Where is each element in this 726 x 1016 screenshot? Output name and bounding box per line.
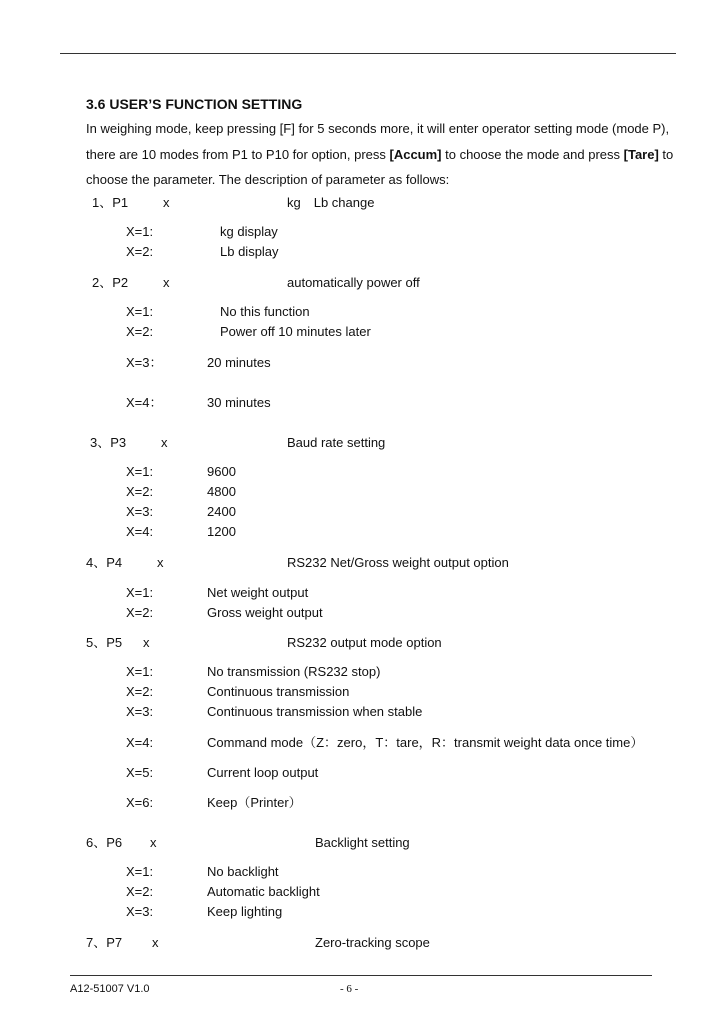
parameter-variable: x	[157, 555, 164, 570]
parameter-description: Baud rate setting	[287, 435, 386, 450]
parameter-description: kg Lb change	[287, 195, 375, 210]
option-value: Power off 10 minutes later	[220, 324, 371, 339]
option-value: Lb display	[220, 244, 279, 259]
parameter-variable: x	[150, 835, 157, 850]
parameter-label: 2、P2	[92, 275, 129, 290]
option-key: X=1:	[126, 864, 154, 879]
option-value: 2400	[207, 504, 236, 519]
option-key: X=1:	[126, 464, 154, 479]
parameter-variable: x	[161, 435, 168, 450]
option-key: X=2:	[126, 684, 154, 699]
option-key: X=2:	[126, 244, 154, 259]
option-key: X=4：	[126, 395, 163, 410]
intro-line-3: choose the parameter. The description of parameter as follows:	[86, 172, 450, 187]
header-rule	[60, 53, 676, 54]
option-value: Keep（Printer）	[207, 795, 302, 810]
option-key: X=4:	[126, 735, 154, 750]
option-key: X=2:	[126, 324, 154, 339]
intro-text: to	[658, 147, 674, 162]
option-value: 30 minutes	[207, 395, 271, 410]
parameter-variable: x	[143, 635, 150, 650]
option-value: Automatic backlight	[207, 884, 320, 899]
intro-line-2	[86, 147, 673, 163]
intro-line-1: In weighing mode, keep pressing [F] for 5 seconds more, it will enter operator setting mode (mode P),	[86, 121, 670, 136]
option-key: X=1:	[126, 585, 154, 600]
option-key: X=4:	[126, 524, 154, 539]
option-value: Continuous transmission	[207, 684, 350, 699]
option-value: 9600	[207, 464, 236, 479]
tare-key: [Tare]	[623, 147, 659, 162]
section-heading: 3.6 USER’S FUNCTION SETTING	[86, 96, 303, 112]
option-key: X=1:	[126, 664, 154, 679]
parameter-variable: x	[152, 935, 159, 950]
footer-doc-id: A12-51007 V1.0	[70, 983, 150, 995]
parameter-label: 3、P3	[90, 435, 127, 450]
parameter-label: 4、P4	[86, 555, 123, 570]
option-value: No transmission (RS232 stop)	[207, 664, 381, 679]
accum-key: [Accum]	[389, 147, 442, 162]
parameter-label: 1、P1	[92, 195, 129, 210]
option-value: No this function	[220, 304, 310, 319]
option-value: 4800	[207, 484, 236, 499]
parameter-label: 5、P5	[86, 635, 123, 650]
option-value: Net weight output	[207, 585, 309, 600]
option-value: kg display	[220, 224, 278, 239]
option-key: X=3:	[126, 904, 154, 919]
option-value: 1200	[207, 524, 236, 539]
parameter-description: Zero-tracking scope	[315, 935, 430, 950]
parameter-variable: x	[163, 195, 170, 210]
option-key: X=1:	[126, 224, 154, 239]
option-key: X=5:	[126, 765, 154, 780]
option-key: X=2:	[126, 484, 154, 499]
parameter-description: RS232 Net/Gross weight output option	[287, 555, 509, 570]
option-value: Command mode（Z：zero，T：tare，R：transmit weight data once time）	[207, 735, 644, 750]
intro-text: there are 10 modes from P1 to P10 for option, press	[86, 147, 390, 162]
parameter-variable: x	[163, 275, 170, 290]
option-key: X=3:	[126, 504, 154, 519]
option-value: Gross weight output	[207, 605, 323, 620]
option-key: X=3：	[126, 355, 163, 370]
option-key: X=2:	[126, 884, 154, 899]
option-key: X=2:	[126, 605, 154, 620]
option-value: Continuous transmission when stable	[207, 704, 423, 719]
parameter-label: 7、P7	[86, 935, 123, 950]
option-key: X=1:	[126, 304, 154, 319]
option-key: X=3:	[126, 704, 154, 719]
option-value: No backlight	[207, 864, 279, 879]
parameter-description: automatically power off	[287, 275, 420, 290]
parameter-description: Backlight setting	[315, 835, 410, 850]
footer-rule	[70, 975, 652, 976]
option-value: 20 minutes	[207, 355, 271, 370]
option-value: Keep lighting	[207, 904, 283, 919]
footer-page-number: - 6 -	[340, 983, 359, 995]
option-value: Current loop output	[207, 765, 319, 780]
parameter-description: RS232 output mode option	[287, 635, 442, 650]
intro-text: to choose the mode and press	[441, 147, 624, 162]
option-key: X=6:	[126, 795, 154, 810]
parameter-label: 6、P6	[86, 835, 123, 850]
